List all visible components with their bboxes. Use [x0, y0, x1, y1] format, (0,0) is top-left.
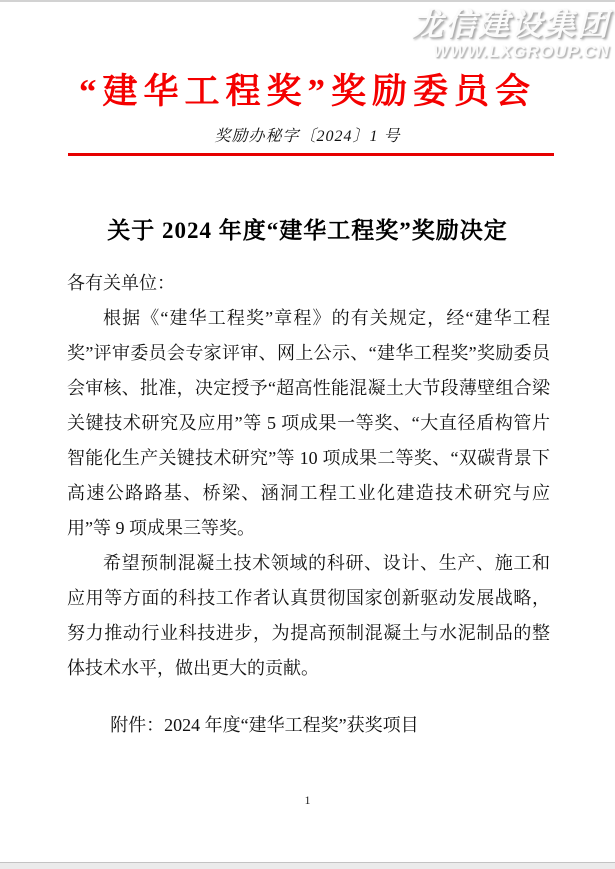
company-logo-text: 龙信建设集团 — [412, 7, 610, 42]
attachment-line: 附件：2024 年度“建华工程奖”获奖项目 — [110, 715, 419, 735]
issuing-authority-title: “建华工程奖”奖励委员会 — [78, 72, 536, 111]
body-paragraph-1: 根据《“建华工程奖”章程》的有关规定，经“建华工程奖”评审委员会专家评审、网上公示、“建华工程奖”奖励委员会审核、批准，决定授予“超高性能混凝土大节段薄壁组合梁关键技术研究及应用”等 5 项成果一等奖、“大直径盾构管片智能化生产关键技术研究”等 10 项成果二等奖、“双碳背景下高速公路路基、桥梁、涵洞工程工业化建造技术研究与应用”等 9 项成果三等奖。 — [67, 308, 550, 538]
document-body — [67, 266, 550, 743]
page-number: 1 — [304, 793, 311, 807]
document-reference-number: 奖励办秘字〔2024〕1 号 — [214, 128, 401, 145]
company-website-text: WWW.LXGROUP.CN — [433, 42, 610, 62]
page-top-edge — [0, 0, 615, 2]
red-divider-line — [68, 153, 554, 156]
salutation-line: 各有关单位： — [67, 273, 175, 293]
body-paragraph-2: 希望预制混凝土技术领域的科研、设计、生产、施工和应用等方面的科技工作者认真贯彻国家创新驱动发展战略，努力推动行业科技进步，为提高预制混凝土与水泥制品的整体技术水平，做出更大的贡献。 — [67, 553, 550, 678]
document-title: 关于 2024 年度“建华工程奖”奖励决定 — [107, 218, 508, 243]
company-watermark — [412, 8, 610, 62]
page-bottom-edge — [0, 862, 615, 869]
